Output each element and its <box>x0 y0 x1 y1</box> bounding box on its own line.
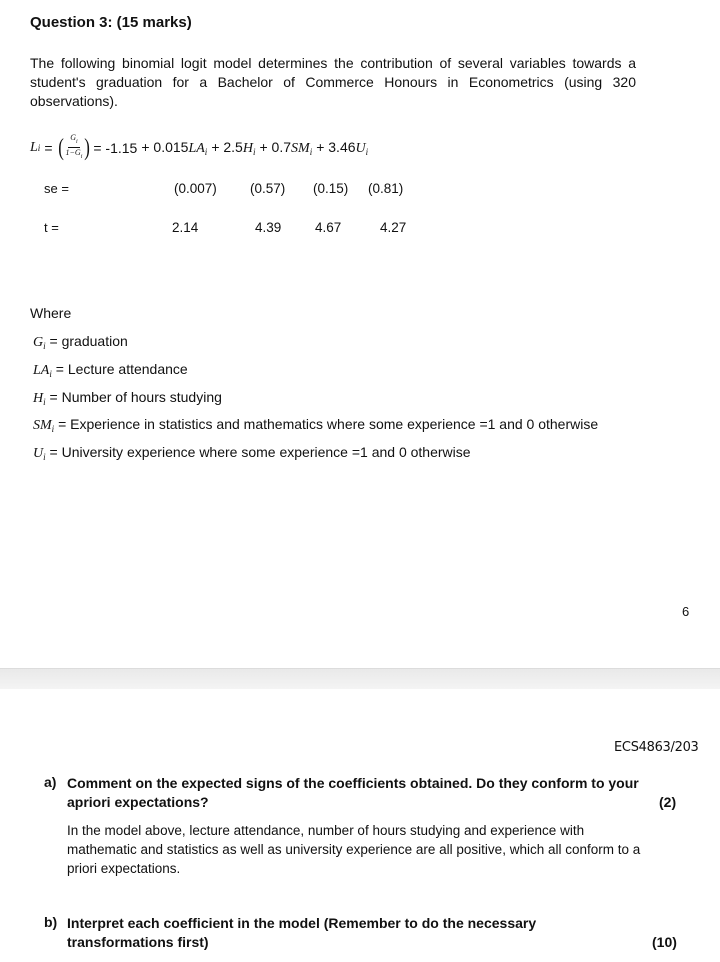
eq-term-sm: + $0.7SM_i$ <box>259 138 313 157</box>
logit-equation <box>30 133 368 162</box>
eq-equals: = <box>44 139 53 156</box>
t-value: 4.67 <box>315 220 342 235</box>
course-code: ECS4863/203 <box>614 740 699 755</box>
t-label: t = <box>44 220 59 235</box>
eq-frac-numerator: $G_i$ <box>68 133 79 148</box>
page-divider <box>0 668 720 689</box>
page-number: 6 <box>682 604 690 619</box>
se-value: (0.57) <box>250 181 286 196</box>
eq-lhs-sub: i <box>37 142 41 153</box>
eq-term-h: + $2.5H_i$ <box>211 138 256 157</box>
eq-intercept: = -1.15 <box>93 139 138 156</box>
eq-lhs: L <box>30 139 38 155</box>
question-intro: The following binomial logit model determines the contribution of several variables towards a student's graduation for a Bachelor of Commerce Honours in Econometrics (using 320 observations). <box>30 55 636 109</box>
eq-close-paren: ) <box>84 134 91 161</box>
t-value: 4.27 <box>380 220 407 235</box>
definition-item: $U_i$ = University experience where some experience =1 and 0 otherwise <box>33 444 471 462</box>
eq-term-u: + $3.46U_i$ <box>316 138 369 157</box>
t-value: 2.14 <box>172 220 199 235</box>
se-label: se = <box>44 181 69 196</box>
t-value: 4.39 <box>255 220 282 235</box>
definitions-title: Where <box>30 305 72 321</box>
part-a-answer: In the model above, lecture attendance, number of hours studying and experience with mathematic and statistics as well as university experience are all positive, which all conform to a priori expectations. <box>67 823 641 876</box>
eq-term-la: + $0.015LA_i$ <box>141 138 208 157</box>
part-a-question: Comment on the expected signs of the coefficients obtained. Do they conform to your apriori expectations? <box>67 775 639 810</box>
eq-open-paren: ( <box>57 134 64 161</box>
eq-fraction <box>66 133 83 162</box>
definition-item: $G_i$ = graduation <box>33 333 128 351</box>
definition-item: $LA_i$ = Lecture attendance <box>33 361 188 379</box>
definition-item: $H_i$ = Number of hours studying <box>33 389 222 407</box>
se-value: (0.007) <box>174 181 217 196</box>
part-b-label: b) <box>44 914 58 930</box>
part-a-label: a) <box>44 774 57 790</box>
part-a-marks: (2) <box>659 794 677 810</box>
definition-item: $SM_i$ = Experience in statistics and mathematics where some experience =1 and 0 otherwise <box>33 416 599 434</box>
part-b-marks: (10) <box>652 934 677 950</box>
part-b-question: Interpret each coefficient in the model (Remember to do the necessary transformations first) <box>67 915 537 950</box>
se-value: (0.81) <box>368 181 404 196</box>
eq-frac-denominator: $1-G_i$ <box>65 148 83 160</box>
question-title: Question 3: (15 marks) <box>30 14 192 31</box>
se-value: (0.15) <box>313 181 349 196</box>
